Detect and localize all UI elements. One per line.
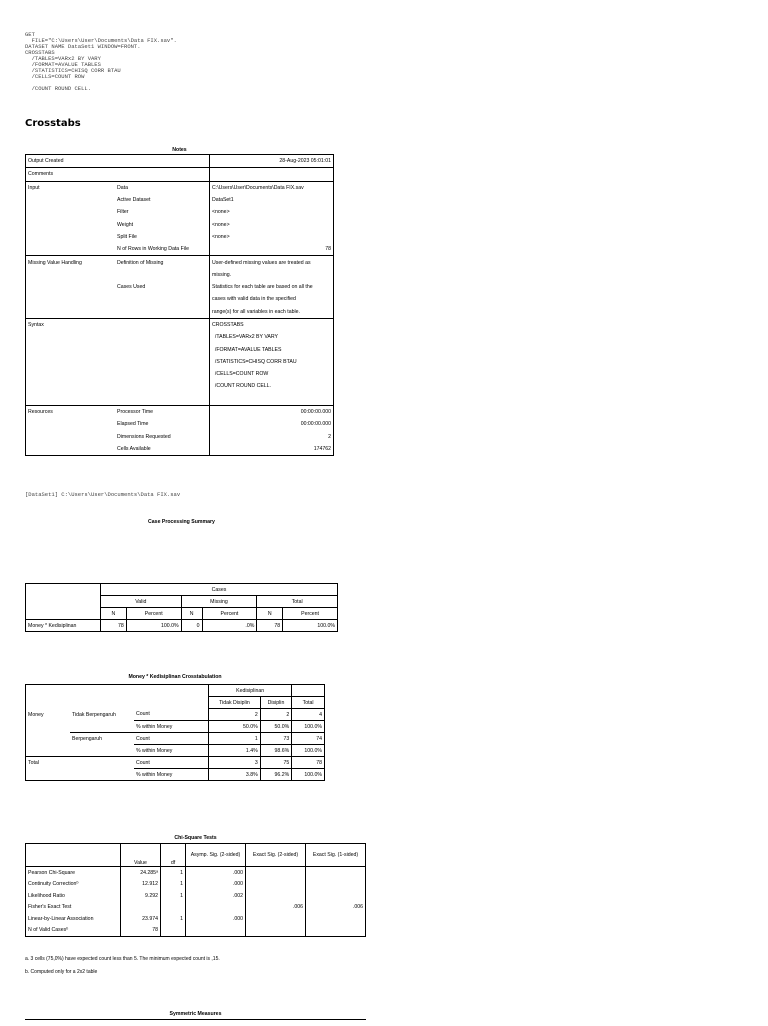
syntax-block [25,32,177,92]
table-cell [70,757,134,769]
table-cell: 78 [292,757,325,769]
valid-header: Valid [101,596,182,608]
table-cell: % within Money [134,745,209,757]
table-cell [26,243,116,256]
col-header: Disiplin [260,697,291,709]
table-row [26,206,334,218]
table-cell: Elapsed Time [115,418,210,430]
table-cell: missing. [212,271,232,278]
table-cell: Likelihood Ratio [26,890,121,902]
table-cell [115,269,210,281]
table-row [26,925,366,937]
n-header: N [257,608,283,620]
table-cell: 75 [260,757,291,769]
table-row [26,318,334,331]
table-row [26,733,325,745]
table-cell [115,318,210,331]
cases-header: Cases [101,584,338,596]
table-cell: 100.0% [304,723,322,730]
table-cell [210,168,334,181]
table-cell: cases with valid data in the specified [212,296,296,303]
table-row [26,356,334,368]
col-group-header: Kedisiplinan [209,685,292,697]
table-cell [306,879,366,891]
table-row [26,368,334,380]
table-cell [210,393,334,406]
table-cell: DataSet1 [212,197,234,204]
table-cell [246,913,306,925]
table-cell: % within Money [134,721,209,733]
table-cell [26,231,116,243]
table-cell [26,306,116,319]
table-cell: 50.0% [260,721,291,733]
table-cell: 74 [292,733,325,745]
table-cell [246,925,306,937]
table-cell [306,867,366,879]
table-cell: N of Rows in Working Data File [115,243,210,256]
table-row [26,431,334,443]
table-cell [70,745,134,757]
n-header: N [181,608,202,620]
table-cell [306,925,366,937]
table-cell: /STATISTICS=CHISQ CORR BTAU [212,358,297,365]
table-row [26,443,334,456]
footnote-a: a. 3 cells (75,0%) have expected count less than 5. The minimum expected count is ,15. [25,956,220,962]
col-header: df [161,844,186,867]
table-cell [306,890,366,902]
table-row [26,757,325,769]
table-cell: /COUNT ROUND CELL. [212,383,271,390]
table-row [26,256,334,269]
syntax-line: /STATISTICS=CHISQ CORR BTAU [25,67,121,74]
table-cell: Money [28,711,44,718]
table-cell [26,418,116,430]
table-cell: 78 [101,620,127,632]
table-cell [161,902,186,914]
table-row [26,769,325,781]
notes-table [25,154,334,456]
table-row [26,890,366,902]
table-cell [26,206,116,218]
table-cell: .006 [352,904,363,911]
page-title: Crosstabs [25,118,81,129]
table-cell: 100.0% [304,771,322,778]
col-header: Asymp. Sig. (2-sided) [186,844,246,867]
table-cell: 1.4% [209,745,261,757]
table-cell: 3.8% [209,769,261,781]
footnote-b: b. Computed only for a 2x2 table [25,969,98,975]
table-cell: Filter [115,206,210,218]
table-cell [26,380,116,392]
table-row [26,181,334,194]
col-header: Tidak Disiplin [209,697,261,709]
table-cell: 98.6% [260,745,291,757]
table-cell [115,331,210,343]
table-cell: /TABLES=VARx2 BY VARY [212,334,278,341]
table-cell [26,331,116,343]
table-cell: Weight [115,218,210,230]
table-cell: % within Money [134,769,209,781]
col-header: Total [292,697,325,709]
table-cell: 78 [325,246,331,253]
table-cell [26,769,71,781]
table-cell [26,343,116,355]
table-cell [246,890,306,902]
table-row [26,879,366,891]
table-cell [26,733,71,745]
table-cell [115,343,210,355]
table-cell: 1 [161,913,186,925]
table-cell: 1 [161,879,186,891]
table-cell: 2 [209,709,261,721]
table-cell: 2 [260,709,291,721]
table-cell: 28-Aug-2023 05:01:01 [279,158,331,165]
table-row [26,380,334,392]
table-cell: 2 [328,433,331,440]
table-cell [26,356,116,368]
symmetric-title: Symmetric Measures [169,1011,222,1017]
percent-header: Percent [126,608,181,620]
total-header: Total [257,596,338,608]
table-row [26,709,325,721]
notes-title: Notes [172,147,187,153]
table-cell: Count [134,709,209,721]
table-cell: .000 [186,879,246,891]
table-cell: 100.0% [304,747,322,754]
table-cell [246,867,306,879]
table-cell [26,443,116,456]
syntax-line: /FORMAT=AVALUE TABLES [25,61,101,68]
table-row [26,269,334,281]
col-header: Exact Sig. (2-sided) [246,844,306,867]
table-cell: .002 [186,890,246,902]
missing-header: Missing [181,596,257,608]
table-row [26,218,334,230]
table-cell: Berpengaruh [70,733,134,745]
table-cell: 78 [121,925,161,937]
table-cell: Statistics for each table are based on all the [212,284,313,291]
table-cell: Missing Value Handling [26,256,116,269]
percent-header: Percent [283,608,338,620]
table-row [26,155,334,168]
table-cell: 1 [161,890,186,902]
table-cell: Count [134,757,209,769]
table-cell: .006 [246,902,306,914]
table-cell: Count [134,733,209,745]
table-cell: Output Created [28,158,64,165]
n-header: N [101,608,127,620]
row-label: Money * Kedisiplinan [26,620,101,632]
table-cell: <none> [212,209,230,216]
table-cell [26,194,116,206]
table-row [26,306,334,319]
table-row [26,405,334,418]
table-cell: 100.0% [283,620,338,632]
table-cell: 96.2% [260,769,291,781]
table-cell: Linear-by-Linear Association [26,913,121,925]
table-row [26,168,334,181]
syntax-line: DATASET NAME DataSet1 WINDOW=FRONT. [25,43,141,50]
table-cell: Tidak Berpengaruh [72,711,116,718]
table-cell [26,218,116,230]
table-cell: <none> [212,233,230,240]
table-cell [26,721,71,733]
table-cell: Comments [26,168,116,181]
table-row [26,343,334,355]
syntax-line: FILE="C:\Users\User\Documents\Data FIX.sav". [25,37,177,44]
table-cell [186,925,246,937]
table-cell: Fisher's Exact Test [26,902,121,914]
table-cell [26,745,71,757]
syntax-line: GET [25,31,35,38]
table-cell: .000 [186,867,246,879]
table-cell [115,356,210,368]
table-cell [115,393,210,406]
table-cell: CROSSTABS [210,318,334,331]
table-row [26,293,334,305]
cps-title: Case Processing Summary [148,519,215,525]
symmetric-table [25,1019,366,1026]
col-header: Exact Sig. (1-sided) [306,844,366,867]
table-cell: .0% [202,620,257,632]
table-cell: 24.285ᵃ [121,867,161,879]
table-cell: 78 [257,620,283,632]
table-cell: 0 [181,620,202,632]
table-cell: 9.292 [121,890,161,902]
table-cell [26,368,116,380]
table-cell: 00:00:00.000 [210,405,334,418]
table-row [26,867,366,879]
table-cell: 50.0% [209,721,261,733]
table-row [26,281,334,293]
table-row [26,243,334,256]
table-cell: Cells Available [115,443,210,456]
table-cell: 1 [161,867,186,879]
table-cell: Cases Used [115,281,210,293]
table-cell [306,913,366,925]
table-cell: User-defined missing values are treated as [210,256,334,269]
table-cell: 23.974 [121,913,161,925]
dataset-line: [DataSet1] C:\Users\User\Documents\Data FIX.sav [25,491,181,498]
syntax-line: /COUNT ROUND CELL. [25,85,92,92]
table-cell: Active Dataset [115,194,210,206]
table-cell: 73 [260,733,291,745]
table-cell: /CELLS=COUNT ROW [212,371,269,378]
table-cell: Syntax [26,318,116,331]
table-row [26,231,334,243]
table-cell: range(s) for all variables in each table. [212,308,300,315]
syntax-line: CROSSTABS [25,49,55,56]
table-cell: /FORMAT=AVALUE TABLES [212,346,282,353]
chi-square-table [25,843,366,937]
case-processing-table [25,583,338,632]
table-cell: 1 [209,733,261,745]
table-cell [115,168,210,181]
chi-title: Chi-Square Tests [174,835,217,841]
syntax-line: /CELLS=COUNT ROW [25,73,85,80]
table-cell: 00:00:00.000 [300,421,331,428]
table-cell: Data [115,181,210,194]
table-cell [70,721,134,733]
table-cell: 3 [209,757,261,769]
table-row [26,745,325,757]
table-cell [26,293,116,305]
table-cell: Dimensions Requested [115,431,210,443]
table-cell: 12.912 [121,879,161,891]
table-cell [161,925,186,937]
table-cell [115,380,210,392]
crosstab-title: Money * Kedisiplinan Crosstabulation [128,674,222,680]
table-row [26,418,334,430]
table-cell [115,306,210,319]
table-cell: Input [26,181,116,194]
table-cell: Definition of Missing [115,256,210,269]
table-cell [26,431,116,443]
table-row [26,902,366,914]
table-cell [70,769,134,781]
table-cell: Resources [26,405,116,418]
table-cell: <none> [212,221,230,228]
table-cell: 174762 [313,445,331,452]
table-cell: 100.0% [126,620,181,632]
table-cell [115,293,210,305]
table-row [26,331,334,343]
table-cell: .000 [186,913,246,925]
syntax-line: /TABLES=VARx2 BY VARY [25,55,101,62]
table-cell [26,269,116,281]
table-cell [26,281,116,293]
table-cell: Pearson Chi-Square [26,867,121,879]
table-cell: Continuity Correctionᵇ [26,879,121,891]
table-cell: C:\Users\User\Documents\Data FIX.sav [210,181,334,194]
table-cell: 4 [292,709,325,721]
table-cell: Total [26,757,71,769]
col-header: Value [121,844,161,867]
table-cell [115,155,210,168]
table-cell [121,902,161,914]
table-cell [246,879,306,891]
table-cell: N of Valid Casesᵇ [26,925,121,937]
table-row [26,721,325,733]
table-row [26,913,366,925]
table-row [26,393,334,406]
table-row [26,194,334,206]
table-cell: Split File [115,231,210,243]
table-cell [115,368,210,380]
percent-header: Percent [202,608,257,620]
table-cell [186,902,246,914]
crosstab-table [25,684,325,781]
table-cell [26,393,116,406]
table-cell: Processor Time [115,405,210,418]
